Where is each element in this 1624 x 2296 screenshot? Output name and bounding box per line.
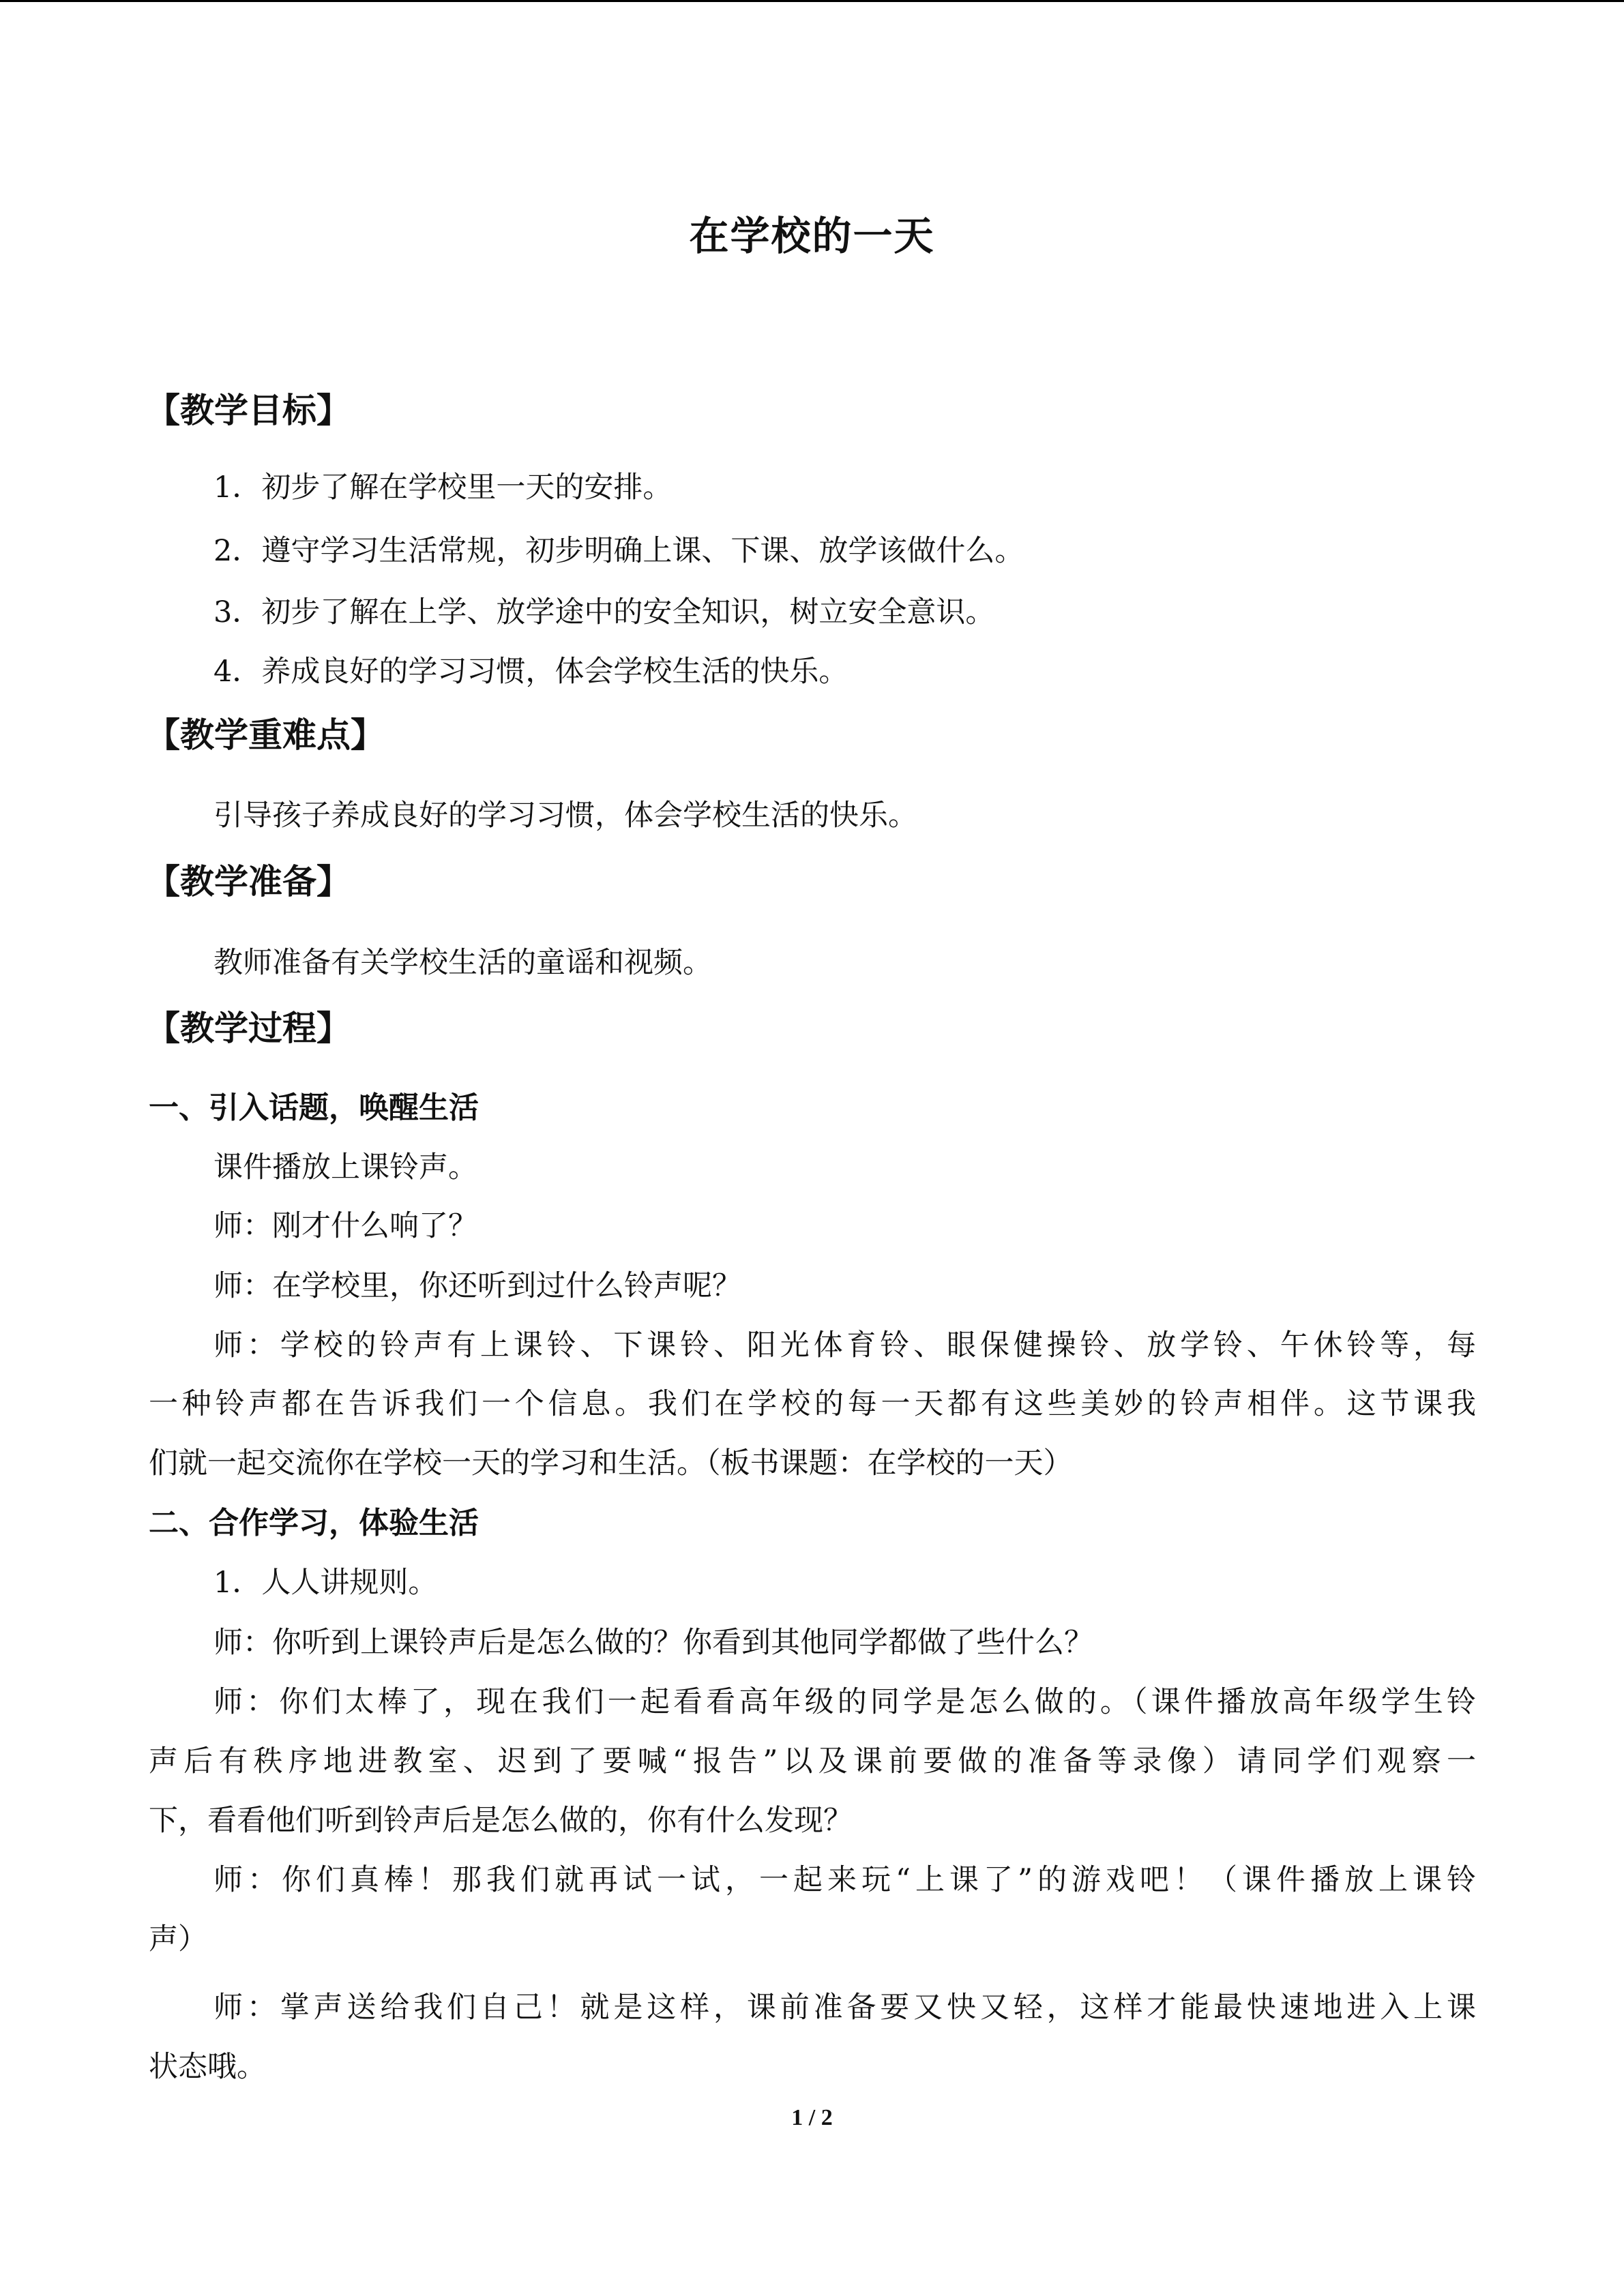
paragraph-line: 一种铃声都在告诉我们一个信息。我们在学校的每一天都有这些美妙的铃声相伴。这节课我 xyxy=(149,1387,1476,1421)
paragraph-line: 们就一起交流你在学校一天的学习和生活。（板书课题：在学校的一天） xyxy=(149,1446,1073,1480)
preparation-text: 教师准备有关学校生活的童谣和视频。 xyxy=(213,946,712,980)
paragraph-line: 状态哦。 xyxy=(149,2050,266,2084)
objective-item: 1．初步了解在学校里一天的安排。 xyxy=(213,471,673,505)
document-title: 在学校的一天 xyxy=(689,213,935,259)
paragraph-line: 下，看看他们听到铃声后是怎么做的，你有什么发现？ xyxy=(149,1804,853,1838)
objective-item: 2．遵守学习生活常规，初步明确上课、下课、放学该做什么。 xyxy=(213,534,1024,568)
key-points-text: 引导孩子养成良好的学习习惯，体会学校生活的快乐。 xyxy=(213,799,917,833)
paragraph-line: 声后有秩序地进教室、迟到了要喊“报告”以及课前要做的准备等录像）请同学们观察一 xyxy=(149,1744,1476,1778)
paragraph-line: 师：刚才什么响了？ xyxy=(213,1209,477,1243)
paragraph-line: 声） xyxy=(149,1922,207,1956)
key-points-heading: 【教学重难点】 xyxy=(146,715,385,755)
paragraph-line: 师：你们太棒了，现在我们一起看看高年级的同学是怎么做的。（课件播放高年级学生铃 xyxy=(213,1685,1476,1719)
preparation-heading: 【教学准备】 xyxy=(146,862,351,901)
paragraph-line: 师：你们真棒！那我们就再试一试，一起来玩“上课了”的游戏吧！（课件播放上课铃 xyxy=(213,1863,1476,1897)
paragraph-line: 师：你听到上课铃声后是怎么做的？你看到其他同学都做了些什么？ xyxy=(213,1626,1093,1660)
paragraph-line: 师：在学校里，你还听到过什么铃声呢？ xyxy=(213,1269,741,1303)
page-number: 1 / 2 xyxy=(791,2105,833,2130)
top-border-line xyxy=(0,0,1624,2)
paragraph-line: 师：掌声送给我们自己！就是这样，课前准备要又快又轻，这样才能最快速地进入上课 xyxy=(213,1991,1476,2025)
paragraph-line: 课件播放上课铃声。 xyxy=(213,1150,477,1184)
paragraph-line: 1．人人讲规则。 xyxy=(213,1566,438,1600)
objective-item: 4．养成良好的学习习惯，体会学校生活的快乐。 xyxy=(213,655,848,689)
process-heading: 【教学过程】 xyxy=(146,1009,351,1048)
process-part2-title: 二、合作学习，体验生活 xyxy=(149,1506,479,1540)
process-part1-title: 一、引入话题，唤醒生活 xyxy=(149,1090,479,1125)
paragraph-line: 师：学校的铃声有上课铃、下课铃、阳光体育铃、眼保健操铃、放学铃、午休铃等，每 xyxy=(213,1328,1476,1362)
objectives-heading: 【教学目标】 xyxy=(146,391,351,430)
objective-item: 3．初步了解在上学、放学途中的安全知识，树立安全意识。 xyxy=(213,595,995,629)
